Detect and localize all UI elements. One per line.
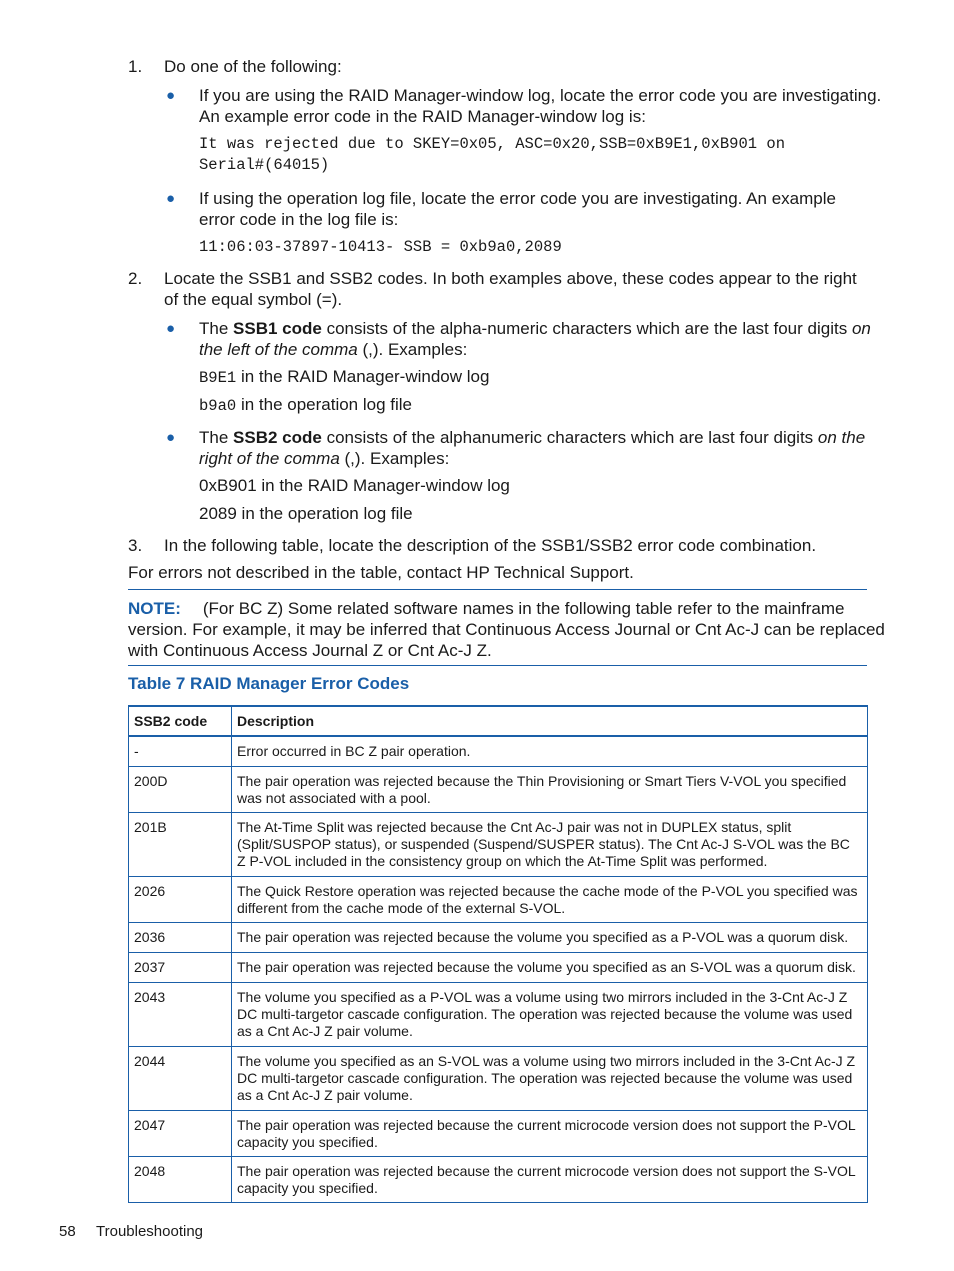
cell-code: 2044 <box>129 1046 232 1110</box>
cell-code: 201B <box>129 812 232 876</box>
table-row <box>129 922 868 952</box>
ssb2-description-line-1: The SSB2 code consists of the alphanumeric characters which are last four digits on the <box>199 428 866 447</box>
code-example-2: 11:06:03-37897-10413- SSB = 0xb9a0,2089 <box>199 238 562 256</box>
note-bottom-rule <box>128 665 867 666</box>
cell-code: 2037 <box>129 952 232 982</box>
ssb2-description-line-2: right of the comma (,). Examples: <box>199 449 450 468</box>
step-2-line-1: Locate the SSB1 and SSB2 codes. In both examples above, these codes appear to the right <box>164 269 857 288</box>
table-row <box>129 736 868 766</box>
error-codes-table <box>128 705 868 1203</box>
table-row <box>129 952 868 982</box>
ssb1-example-2: b9a0 in the operation log file <box>199 395 413 415</box>
cell-description: The pair operation was rejected because the Thin Provisioning or Smart Tiers V-VOL you specified was not associated with a pool. <box>232 766 868 812</box>
table-row <box>129 812 868 876</box>
ssb2-example-1: 0xB901 in the RAID Manager-window log <box>199 476 510 495</box>
contact-support-text: For errors not described in the table, contact HP Technical Support. <box>128 563 634 582</box>
cell-code: 2043 <box>129 982 232 1046</box>
code-example-1-line-1: It was rejected due to SKEY=0x05, ASC=0x20,SSB=0xB9E1,0xB901 on <box>199 135 785 153</box>
cell-code: 200D <box>129 766 232 812</box>
cell-description: The At-Time Split was rejected because the Cnt Ac-J pair was not in DUPLEX status, split (Split/SUSPOP status), or suspended (Suspend/SUSPER status). The Cnt Ac-J S-VOL was the BC Z P-VOL included in the consistency group on which the At-Time Split was performed. <box>232 812 868 876</box>
footer-section-title: Troubleshooting <box>96 1223 204 1240</box>
ssb2-example-2: 2089 in the operation log file <box>199 504 413 523</box>
note-top-rule <box>128 589 867 590</box>
cell-description: The volume you specified as an S-VOL was a volume using two mirrors included in the 3-Cnt Ac-J Z DC multi-targetor cascade configuration. The operation was rejected because the volume was used as a Cnt Ac-J Z pair volume. <box>232 1046 868 1110</box>
ssb1-description-line-1: The SSB1 code consists of the alpha-numeric characters which are the last four digits on <box>199 319 871 338</box>
ssb2-term: SSB2 code <box>233 428 322 447</box>
code-example-1-line-2: Serial#(64015) <box>199 156 330 174</box>
step-1-bullet-2-line-2: error code in the log file is: <box>199 210 399 229</box>
table-row <box>129 876 868 922</box>
note-line-3: with Continuous Access Journal Z or Cnt Ac-J Z. <box>128 641 492 660</box>
table-row <box>129 1156 868 1202</box>
step-3-number: 3. <box>128 536 143 555</box>
page-number: 58 <box>59 1223 76 1240</box>
note-line-2: version. For example, it may be inferred that Continuous Access Journal or Cnt Ac-J can be replaced <box>128 620 885 639</box>
ssb1-term: SSB1 code <box>233 319 322 338</box>
step-1-text: Do one of the following: <box>164 57 342 76</box>
bullet-icon: ● <box>166 190 176 207</box>
step-1-bullet-1-line-1: If you are using the RAID Manager-window log, locate the error code you are investigating. <box>199 86 882 105</box>
table-row <box>129 766 868 812</box>
bullet-icon: ● <box>166 87 176 104</box>
cell-description: The pair operation was rejected because the current microcode version does not support the P-VOL capacity you specified. <box>232 1110 868 1156</box>
header-description: Description <box>232 706 868 736</box>
cell-description: The pair operation was rejected because the volume you specified as an S-VOL was a quorum disk. <box>232 952 868 982</box>
table-row <box>129 1110 868 1156</box>
ssb1-example-1: B9E1 in the RAID Manager-window log <box>199 367 490 387</box>
bullet-icon: ● <box>166 429 176 446</box>
ssb1-description-line-2: the left of the comma (,). Examples: <box>199 340 468 359</box>
note-line-1: NOTE: (For BC Z) Some related software names in the following table refer to the mainframe <box>128 599 845 618</box>
cell-description: Error occurred in BC Z pair operation. <box>232 736 868 766</box>
cell-code: 2026 <box>129 876 232 922</box>
table-row <box>129 1046 868 1110</box>
header-ssb2-code: SSB2 code <box>129 706 232 736</box>
cell-description: The Quick Restore operation was rejected because the cache mode of the P-VOL you specified was different from the cache mode of the external S-VOL. <box>232 876 868 922</box>
cell-description: The volume you specified as a P-VOL was a volume using two mirrors included in the 3-Cnt Ac-J Z DC multi-targetor cascade configuration. The operation was rejected because the volume was used as a Cnt Ac-J Z pair volume. <box>232 982 868 1046</box>
step-3-text: In the following table, locate the description of the SSB1/SSB2 error code combination. <box>164 536 817 555</box>
table-header-row <box>129 706 868 736</box>
step-2-line-2: of the equal symbol (=). <box>164 290 343 309</box>
step-1-bullet-1-line-2: An example error code in the RAID Manager-window log is: <box>199 107 646 126</box>
cell-description: The pair operation was rejected because the volume you specified as a P-VOL was a quorum disk. <box>232 922 868 952</box>
cell-code: 2048 <box>129 1156 232 1202</box>
cell-code: 2047 <box>129 1110 232 1156</box>
bullet-icon: ● <box>166 320 176 337</box>
step-1-bullet-2-line-1: If using the operation log file, locate the error code you are investigating. An example <box>199 189 836 208</box>
cell-code: 2036 <box>129 922 232 952</box>
step-1-number: 1. <box>128 57 143 76</box>
step-2-number: 2. <box>128 269 143 288</box>
cell-description: The pair operation was rejected because the current microcode version does not support the S-VOL capacity you specified. <box>232 1156 868 1202</box>
cell-code: - <box>129 736 232 766</box>
table-caption: Table 7 RAID Manager Error Codes <box>128 674 410 693</box>
table-row <box>129 982 868 1046</box>
note-label: NOTE: <box>128 599 181 618</box>
